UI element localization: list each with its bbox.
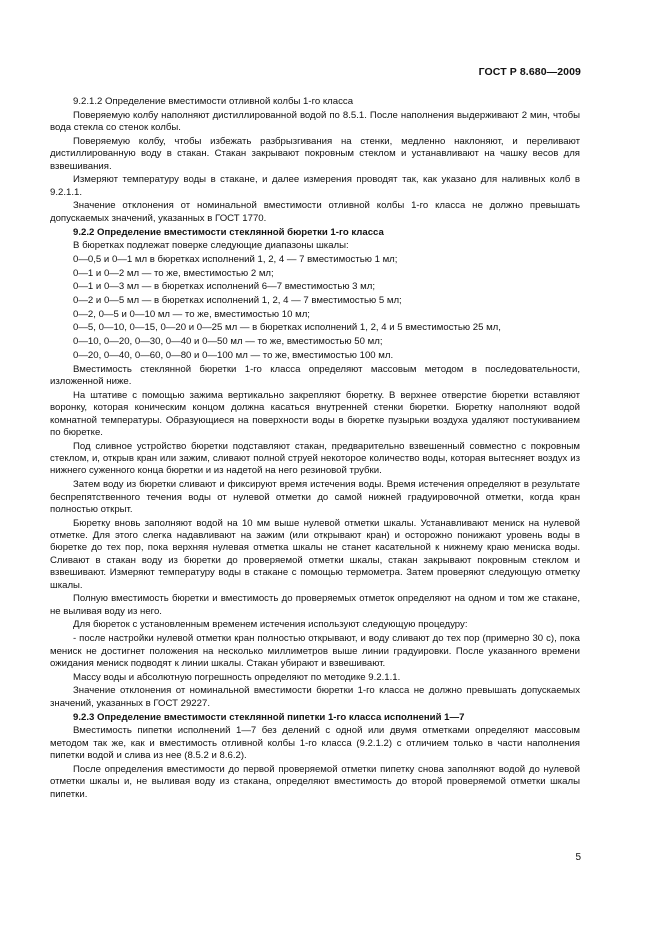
paragraph: В бюретках подлежат поверке следующие диапазоны шкалы:	[73, 240, 349, 252]
paragraph: Под сливное устройство бюретки подставляют стакан, предварительно взвешенный совместно с покровным стеклом, и, открыв кран или зажим, сливают полной струей некоторое количество воды, которая вытесняет воздух из нижнего суженного конца бюретки и из надетой на него резиновой трубки.	[50, 440, 580, 477]
paragraph: Значение отклонения от номинальной вместимости отливной колбы 1-го класса не должно превышать допускаемых значений, указанных в ГОСТ 1770.	[50, 200, 580, 224]
section-heading: 9.2.2 Определение вместимости стеклянной бюретки 1-го класса	[73, 226, 384, 238]
section-heading: 9.2.3 Определение вместимости стеклянной пипетки 1-го класса исполнений 1—7	[73, 711, 465, 723]
paragraph: Затем воду из бюретки сливают и фиксируют время истечения воды. Время истечения определяют в результате беспрепятственного течения воды от нулевой отметки до самой нижней градуировочной отметки, когда кран полностью открыт.	[50, 479, 580, 515]
list-item: 0—1 и 0—3 мл — в бюретках исполнений 6—7 вместимостью 3 мл;	[73, 281, 376, 293]
page-number: 5	[575, 852, 581, 863]
paragraph: Вместимость пипетки исполнений 1—7 без делений с одной или двумя отметками определяют массовым методом так же, как и вместимость отливной колбы 1-го класса (9.2.1.2) с отличием только в части наполнения пипетки водой и слива из нее (8.5.2 и 8.6.2).	[50, 725, 580, 762]
paragraph: Массу воды и абсолютную погрешность определяют по методике 9.2.1.1.	[73, 671, 401, 683]
list-item: 0—10, 0—20, 0—30, 0—40 и 0—50 мл — то же, вместимостью 50 мл;	[73, 336, 383, 348]
subsection-heading: 9.2.1.2 Определение вместимости отливной колбы 1-го класса	[73, 96, 354, 107]
document-header: ГОСТ Р 8.680—2009	[478, 66, 581, 78]
paragraph: Значение отклонения от номинальной вместимости бюретки 1-го класса не должно превышать допускаемых значений, указанных в ГОСТ 29227.	[50, 685, 580, 709]
list-item: 0—2, 0—5 и 0—10 мл — то же, вместимостью 10 мл;	[73, 308, 310, 320]
paragraph: Поверяемую колбу, чтобы избежать разбрызгивания на стенки, медленно наклоняют, и переливают дистиллированную воду в стакан. Стакан закрывают покровным стеклом и устанавливают на чашку весов для взвешивания.	[50, 135, 580, 172]
list-item: 0—5, 0—10, 0—15, 0—20 и 0—25 мл — в бюретках исполнений 1, 2, 4 и 5 вместимостью 25 мл,	[73, 322, 501, 334]
list-item: 0—1 и 0—2 мл — то же, вместимостью 2 мл;	[73, 267, 274, 279]
paragraph: Полную вместимость бюретки и вместимость до проверяемых отметок определяют на одном и том же стакане, не выливая воду из него.	[50, 593, 580, 617]
paragraph: Для бюреток с установленным временем истечения используют следующую процедуру:	[73, 619, 468, 631]
list-item: 0—0,5 и 0—1 мл в бюретках исполнений 1, 2, 4 — 7 вместимостью 1 мл;	[73, 253, 398, 265]
list-item: 0—20, 0—40, 0—60, 0—80 и 0—100 мл — то же, вместимостью 100 мл.	[73, 349, 394, 361]
paragraph: Вместимость стеклянной бюретки 1-го класса определяют массовым методом в последовательности, изложенной ниже.	[50, 363, 580, 387]
document-body	[50, 96, 580, 802]
paragraph: На штативе с помощью зажима вертикально закрепляют бюретку. В верхнее отверстие бюретки вставляют воронку, которая коническим концом должна касаться внутренней стенки бюретки. Бюретку наполняют водой комнатной температуры. Образующиеся на поверхности воды в бюретке пузырьки воздуха удаляют постукиванием по бюретке.	[50, 389, 580, 438]
paragraph: Бюретку вновь заполняют водой на 10 мм выше нулевой отметки шкалы. Устанавливают мениск на нулевой отметке. Для этого слегка надавливают на зажим (или открывают кран) и осторожно понижают уровень воды в бюретке до тех пор, пока верхняя нулевая отметка шкалы не станет касательной к нижнему краю мениска воды. Сливают в стакан воду из бюретки до проверяемой отметки шкалы, стакан закрывают покровным стеклом и взвешивают. Измеряют температуру воды в стакане с помощью термометра. Затем проверяют следующую отметку шкалы.	[50, 517, 580, 591]
paragraph: После определения вместимости до первой проверяемой отметки пипетку снова заполняют водой до нулевой отметки шкалы и, не выливая воду из стакана, определяют вместимость до второй проверяемой отметки шкалы пипетки.	[50, 763, 580, 800]
paragraph: Измеряют температуру воды в стакане, и далее измерения проводят так, как указано для наливных колб в 9.2.1.1.	[50, 174, 580, 198]
paragraph: Поверяемую колбу наполняют дистиллированной водой по 8.5.1. После наполнения выдерживают 2 мин, чтобы вода стекла со стенок колбы.	[50, 109, 580, 134]
procedure-item: - после настройки нулевой отметки кран полностью открывают, и воду сливают до тех пор (примерно 30 с), пока мениск не достигнет положения на несколько миллиметров выше линии градуировки. После указанного времени ожидания мениск подводят к линии шкалы. Стакан убирают и взвешивают.	[50, 633, 580, 669]
list-item: 0—2 и 0—5 мл — в бюретках исполнений 1, 2, 4 — 7 вместимостью 5 мл;	[73, 295, 402, 307]
